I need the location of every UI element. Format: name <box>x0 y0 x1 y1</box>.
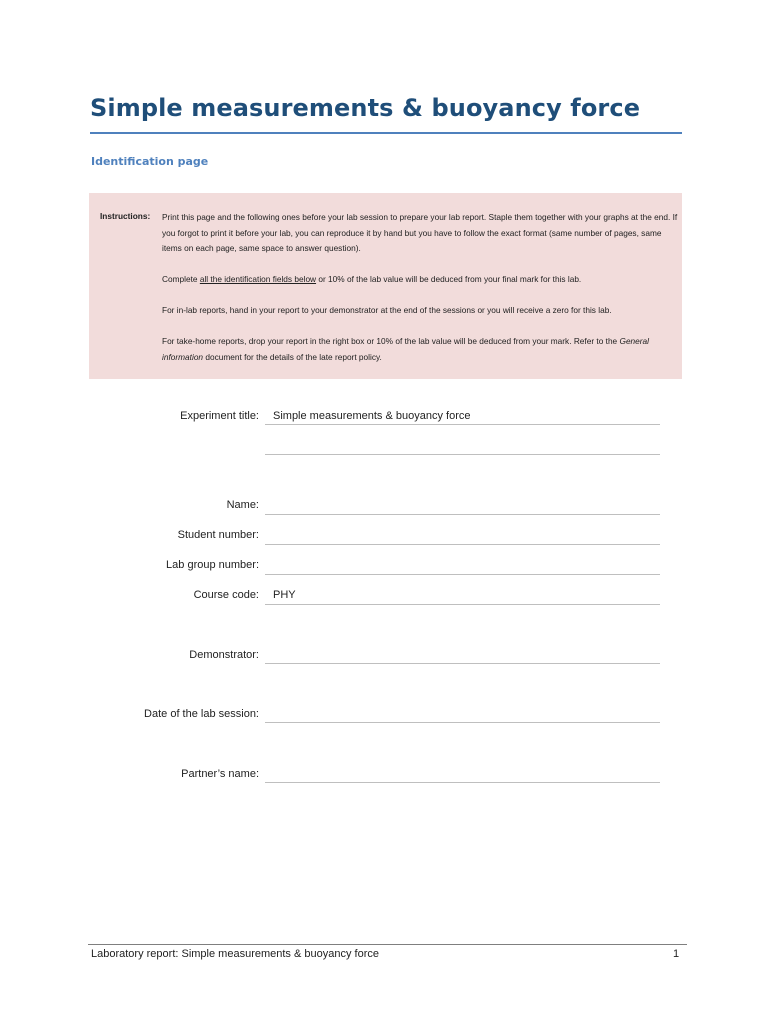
demonstrator-line[interactable] <box>265 663 660 664</box>
instructions-paragraph-4 <box>162 334 678 365</box>
instructions-paragraph-3: For in-lab reports, hand in your report to your demonstrator at the end of the sessions or you will receive a zero for this lab. <box>162 305 612 315</box>
instructions-text: or 10% of the lab value will be deduced from your final mark for this lab. <box>316 274 582 284</box>
experiment-title-line[interactable] <box>265 424 660 425</box>
student-number-label: Student number: <box>177 529 259 541</box>
title-underline <box>90 132 682 134</box>
instructions-body <box>162 210 678 365</box>
instructions-box <box>89 193 682 379</box>
page-title: Simple measurements & buoyancy force <box>90 94 641 122</box>
general-information-reference: General information <box>162 336 650 362</box>
footer-rule <box>88 944 687 945</box>
instructions-text: Complete <box>162 274 200 284</box>
lab-session-date-label: Date of the lab session: <box>144 708 259 720</box>
course-code-value[interactable]: PHY <box>273 589 296 601</box>
page-number: 1 <box>673 948 680 960</box>
instructions-paragraph-2 <box>162 272 678 288</box>
experiment-title-value[interactable]: Simple measurements & buoyancy force <box>273 410 471 422</box>
lab-session-date-line[interactable] <box>265 722 660 723</box>
footer-text: Laboratory report: Simple measurements & buoyancy force <box>91 948 379 960</box>
demonstrator-label: Demonstrator: <box>189 649 259 661</box>
experiment-title-line-2[interactable] <box>265 454 660 455</box>
experiment-title-label: Experiment title: <box>180 410 259 422</box>
partner-name-label: Partner’s name: <box>181 768 259 780</box>
student-number-line[interactable] <box>265 544 660 545</box>
lab-group-number-line[interactable] <box>265 574 660 575</box>
instructions-paragraph-1: Print this page and the following ones before your lab session to prepare your lab report. Staple them together with your graphs at the end. If you forgot to print it before your lab, you can reproduce it by hand but you have to follow the exact format (same number of pages, same items on each page, same space to answer question). <box>162 212 678 253</box>
section-subtitle: Identification page <box>91 155 209 168</box>
course-code-line[interactable] <box>265 604 660 605</box>
instructions-label: Instructions: <box>100 211 151 221</box>
name-line[interactable] <box>265 514 660 515</box>
partner-name-line[interactable] <box>265 782 660 783</box>
identification-fields-emphasis: all the identification fields below <box>199 274 317 284</box>
instructions-text: document for the details of the late report policy. <box>203 351 382 362</box>
name-label: Name: <box>226 499 259 511</box>
instructions-text: For take-home reports, drop your report in the right box or 10% of the lab value will be deduced from your mark. Refer to the <box>162 336 620 346</box>
course-code-label: Course code: <box>193 589 259 601</box>
lab-group-number-label: Lab group number: <box>166 559 259 571</box>
